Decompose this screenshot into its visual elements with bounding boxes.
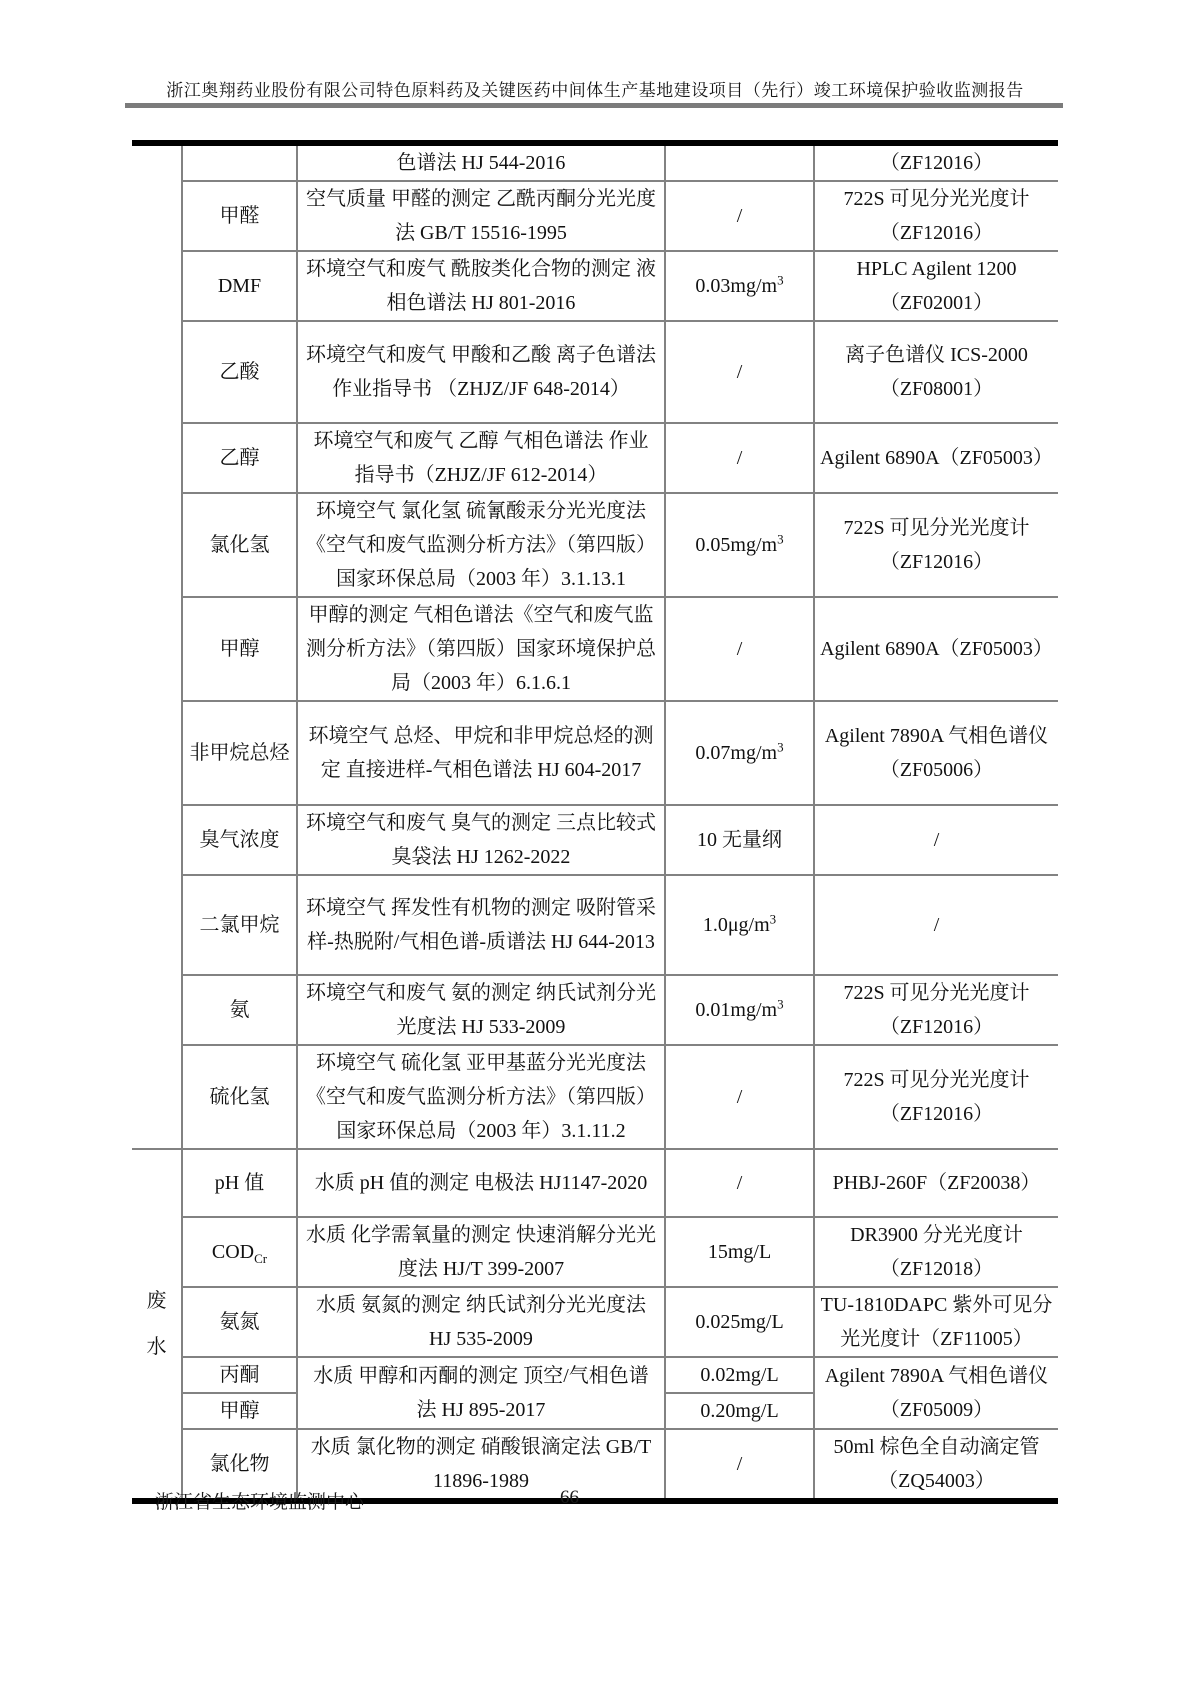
instrument-cell: 离子色谱仪 ICS-2000（ZF08001） <box>814 321 1058 423</box>
instrument-cell: 722S 可见分光光度计（ZF12016） <box>814 1045 1058 1149</box>
instrument-cell: TU-1810DAPC 紫外可见分光光度计（ZF11005） <box>814 1287 1058 1357</box>
param-cell: 非甲烷总烃 <box>182 701 297 805</box>
param-cell: 甲醛 <box>182 181 297 251</box>
limit-cell: $1.0\mu g/m^3$ <box>665 875 814 975</box>
instrument-cell: Agilent 6890A（ZF05003） <box>814 423 1058 493</box>
method-cell: 环境空气和废气 甲酸和乙酸 离子色谱法 作业指导书 （ZHJZ/JF 648-2014） <box>297 321 665 423</box>
limit-cell: / <box>665 1429 814 1501</box>
table-row <box>132 805 1058 875</box>
instrument-cell: / <box>814 805 1058 875</box>
method-cell: 环境空气 氯化氢 硫氰酸汞分光光度法《空气和废气监测分析方法》（第四版）国家环保总局（2003 年）3.1.13.1 <box>297 493 665 597</box>
table-row <box>132 1287 1058 1357</box>
method-cell: 水质 氨氮的测定 纳氏试剂分光光度法 HJ 535-2009 <box>297 1287 665 1357</box>
table-row <box>132 875 1058 975</box>
param-cell: 乙醇 <box>182 423 297 493</box>
param-cell: 臭气浓度 <box>182 805 297 875</box>
method-cell: 环境空气 挥发性有机物的测定 吸附管采样-热脱附/气相色谱-质谱法 HJ 644-2013 <box>297 875 665 975</box>
param-cell: 丙酮 <box>182 1357 297 1393</box>
monitoring-table-body <box>132 143 1058 1501</box>
param-cell: pH 值 <box>182 1149 297 1217</box>
method-cell: 水质 化学需氧量的测定 快速消解分光光度法 HJ/T 399-2007 <box>297 1217 665 1287</box>
param-cell: 硫化氢 <box>182 1045 297 1149</box>
instrument-cell: 722S 可见分光光度计（ZF12016） <box>814 975 1058 1045</box>
instrument-cell: Agilent 6890A（ZF05003） <box>814 597 1058 701</box>
table-row <box>132 143 1058 181</box>
limit-cell: 10 无量纲 <box>665 805 814 875</box>
table-row <box>132 1149 1058 1217</box>
limit-cell: / <box>665 1045 814 1149</box>
method-cell: 环境空气和废气 乙醇 气相色谱法 作业指导书（ZHJZ/JF 612-2014） <box>297 423 665 493</box>
page-number: 66 <box>560 1487 579 1508</box>
method-cell: 水质 氯化物的测定 硝酸银滴定法 GB/T 11896-1989 <box>297 1429 665 1501</box>
footer-org-name: 浙江省生态环境监测中心 <box>155 1492 365 1513</box>
table-row <box>132 1217 1058 1287</box>
param-cell: DMF <box>182 251 297 321</box>
table-row <box>132 251 1058 321</box>
method-cell: 环境空气和废气 酰胺类化合物的测定 液相色谱法 HJ 801-2016 <box>297 251 665 321</box>
param-cell: 甲醇 <box>182 1393 297 1429</box>
limit-cell: $0.05mg/m^3$ <box>665 493 814 597</box>
limit-cell: / <box>665 423 814 493</box>
param-cell: 氯化物 <box>182 1429 297 1501</box>
method-cell: 空气质量 甲醛的测定 乙酰丙酮分光光度法 GB/T 15516-1995 <box>297 181 665 251</box>
method-cell: 环境空气 硫化氢 亚甲基蓝分光光度法《空气和废气监测分析方法》（第四版）国家环保总局（2003 年）3.1.11.2 <box>297 1045 665 1149</box>
instrument-cell: 722S 可见分光光度计（ZF12016） <box>814 493 1058 597</box>
param-cell: 甲醇 <box>182 597 297 701</box>
instrument-cell: 722S 可见分光光度计（ZF12016） <box>814 181 1058 251</box>
monitoring-table-wrap <box>132 140 1058 1504</box>
category-cell: 废水 <box>132 1149 182 1501</box>
limit-cell: 0.02mg/L <box>665 1357 814 1393</box>
category-cell <box>132 143 182 1149</box>
limit-cell: 15mg/L <box>665 1217 814 1287</box>
instrument-cell: PHBJ-260F（ZF20038） <box>814 1149 1058 1217</box>
method-cell: 环境空气和废气 氨的测定 纳氏试剂分光光度法 HJ 533-2009 <box>297 975 665 1045</box>
report-header-title: 浙江奥翔药业股份有限公司特色原料药及关键医药中间体生产基地建设项目（先行）竣工环境保护验收监测报告 <box>166 81 1024 100</box>
param-cell: 氨 <box>182 975 297 1045</box>
instrument-cell: 50ml 棕色全自动滴定管（ZQ54003） <box>814 1429 1058 1501</box>
table-row <box>132 1357 1058 1393</box>
method-cell: 水质 甲醇和丙酮的测定 顶空/气相色谱法 HJ 895-2017 <box>297 1357 665 1429</box>
limit-cell: 0.025mg/L <box>665 1287 814 1357</box>
param-cell: $COD_{Cr}$ <box>182 1217 297 1287</box>
table-row <box>132 493 1058 597</box>
table-row <box>132 975 1058 1045</box>
limit-cell: / <box>665 1149 814 1217</box>
method-cell: 色谱法 HJ 544-2016 <box>297 143 665 181</box>
table-row <box>132 321 1058 423</box>
monitoring-table <box>132 140 1058 1504</box>
table-row <box>132 1045 1058 1149</box>
instrument-cell: HPLC Agilent 1200（ZF02001） <box>814 251 1058 321</box>
instrument-cell: Agilent 7890A 气相色谱仪（ZF05006） <box>814 701 1058 805</box>
param-cell <box>182 143 297 181</box>
limit-cell: / <box>665 321 814 423</box>
limit-cell: / <box>665 597 814 701</box>
method-cell: 甲醇的测定 气相色谱法《空气和废气监测分析方法》（第四版）国家环境保护总局（2003 年）6.1.6.1 <box>297 597 665 701</box>
table-row <box>132 597 1058 701</box>
instrument-cell: DR3900 分光光度计（ZF12018） <box>814 1217 1058 1287</box>
method-cell: 环境空气 总烃、甲烷和非甲烷总烃的测定 直接进样-气相色谱法 HJ 604-2017 <box>297 701 665 805</box>
instrument-cell: （ZF12016） <box>814 143 1058 181</box>
table-row <box>132 701 1058 805</box>
method-cell: 环境空气和废气 臭气的测定 三点比较式臭袋法 HJ 1262-2022 <box>297 805 665 875</box>
table-row <box>132 181 1058 251</box>
param-cell: 乙酸 <box>182 321 297 423</box>
method-cell: 水质 pH 值的测定 电极法 HJ1147-2020 <box>297 1149 665 1217</box>
instrument-cell: Agilent 7890A 气相色谱仪（ZF05009） <box>814 1357 1058 1429</box>
limit-cell: / <box>665 181 814 251</box>
param-cell: 氨氮 <box>182 1287 297 1357</box>
param-cell: 二氯甲烷 <box>182 875 297 975</box>
table-row <box>132 423 1058 493</box>
param-cell: 氯化氢 <box>182 493 297 597</box>
limit-cell <box>665 143 814 181</box>
limit-cell: $0.01mg/m^3$ <box>665 975 814 1045</box>
limit-cell: $0.07mg/m^3$ <box>665 701 814 805</box>
instrument-cell: / <box>814 875 1058 975</box>
limit-cell: $0.03mg/m^3$ <box>665 251 814 321</box>
limit-cell: 0.20mg/L <box>665 1393 814 1429</box>
header-rule <box>125 103 1063 108</box>
